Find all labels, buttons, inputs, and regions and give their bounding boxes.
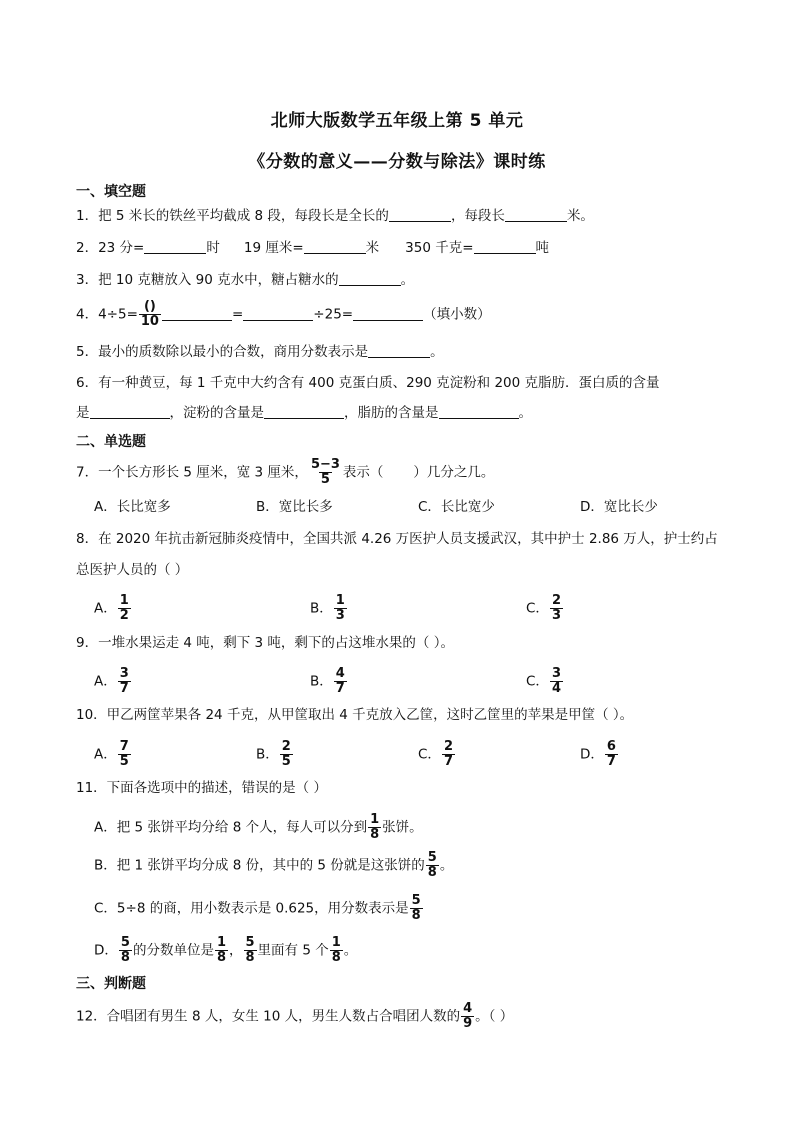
fraction: $\frac{4}{7}$ — [335, 666, 345, 696]
section-true-false: 三、判断题 — [76, 976, 146, 992]
option-c[interactable]: C． $\frac{2}{3}$ — [526, 593, 561, 623]
question-10: 10．甲乙两筐苹果各 24 千克，从甲筐取出 4 千克放入乙筐，这时乙筐里的苹果是甲筐（ ）。 — [76, 707, 634, 723]
option-b[interactable]: B．宽比长多 — [256, 499, 333, 515]
option-a[interactable]: A． $\frac{3}{7}$ — [94, 666, 129, 696]
fraction: $\frac{1}{3}$ — [335, 593, 345, 623]
fraction: $\frac{5}{8}$ — [411, 893, 421, 923]
question-12: 12．合唱团有男生 8 人，女生 10 人，男生人数占合唱团人数的 $\frac{4}{9}$ 。（ ） — [76, 1001, 514, 1031]
answer-blank[interactable] — [90, 404, 170, 419]
option-a[interactable]: A． $\frac{7}{5}$ — [94, 739, 129, 769]
question-11: 11．下面各选项中的描述，错误的是（ ） — [76, 780, 327, 796]
fraction: $\frac{3}{7}$ — [119, 666, 129, 696]
answer-blank[interactable] — [389, 207, 451, 222]
title-line-2: 《分数的意义——分数与除法》课时练 — [248, 152, 546, 172]
fraction: $\frac{5}{8}$ — [120, 935, 130, 965]
fraction: $\frac{2}{3}$ — [551, 593, 561, 623]
question-3: 3．把 10 克糖放入 90 克水中，糖占糖水的 。 — [76, 272, 415, 288]
answer-blank[interactable] — [144, 239, 206, 254]
fraction: $\frac{1}{8}$ — [370, 812, 380, 842]
option-a[interactable]: A．长比宽多 — [94, 499, 171, 515]
section-fill-in: 一、填空题 — [76, 184, 146, 200]
fraction: $\frac{2}{5}$ — [281, 739, 291, 769]
answer-blank[interactable] — [339, 271, 401, 286]
question-7: 7．一个长方形长 5 厘米，宽 3 厘米， $\frac{5-3}{5}$ 表示（ ）几分之几。 — [76, 457, 495, 487]
option-a[interactable]: A． $\frac{1}{2}$ — [94, 593, 129, 623]
fraction: $\frac{4}{9}$ — [463, 1001, 473, 1031]
answer-blank[interactable] — [474, 239, 536, 254]
fraction: $\frac{1}{8}$ — [331, 935, 341, 965]
fraction: $\frac{1}{2}$ — [119, 593, 129, 623]
answer-blank[interactable] — [439, 404, 519, 419]
title-line-1: 北师大版数学五年级上第 5 单元 — [270, 111, 524, 131]
fraction: $\frac{3}{4}$ — [551, 666, 561, 696]
option-b[interactable]: B． $\frac{1}{3}$ — [310, 593, 345, 623]
question-9: 9．一堆水果运走 4 吨，剩下 3 吨，剩下的占这堆水果的（ ）。 — [76, 635, 454, 651]
question-5: 5．最小的质数除以最小的合数，商用分数表示是 。 — [76, 344, 444, 360]
question-2: 2．23 分= 时 19 厘米= 米 350 千克= 吨 — [76, 240, 550, 256]
fraction: $\frac{5}{8}$ — [245, 935, 255, 965]
question-8: 8．在 2020 年抗击新冠肺炎疫情中，全国共派 4.26 万医护人员支援武汉，其中护士 2.86 万人，护士约占 — [76, 531, 718, 547]
fraction: $\frac{1}{8}$ — [216, 935, 226, 965]
option-d[interactable]: D．宽比长少 — [580, 499, 658, 515]
option-b[interactable]: B． $\frac{2}{5}$ — [256, 739, 291, 769]
question-8-cont: 总医护人员的（ ） — [76, 562, 189, 578]
fraction: $\frac{5}{8}$ — [427, 850, 437, 880]
fraction: $\frac{2}{7}$ — [443, 739, 453, 769]
option-c[interactable]: C．长比宽少 — [418, 499, 495, 515]
question-4: 4．4÷5= $\frac{()}{10}$ = ÷25= （填小数） — [76, 299, 491, 329]
option-c[interactable]: C．5÷8 的商，用小数表示是 0.625，用分数表示是 $\frac{5}{8}$ — [94, 893, 421, 923]
answer-blank[interactable] — [304, 239, 366, 254]
fraction: $\frac{6}{7}$ — [606, 739, 616, 769]
fraction: $\frac{5-3}{5}$ — [310, 457, 340, 487]
option-a[interactable]: A．把 5 张饼平均分给 8 个人，每人可以分到 $\frac{1}{8}$ 张饼。 — [94, 812, 423, 842]
question-1: 1．把 5 米长的铁丝平均截成 8 段，每段长是全长的 ，每段长 米。 — [76, 208, 594, 224]
option-d[interactable]: D． $\frac{5}{8}$ 的分数单位是 $\frac{1}{8}$ ， $\frac{5}{8}$ 里面有 5 个 $\frac{1}{8}$ 。 — [94, 935, 358, 965]
option-d[interactable]: D． $\frac{6}{7}$ — [580, 739, 616, 769]
section-single-choice: 二、单选题 — [76, 434, 146, 450]
fraction: $\frac{7}{5}$ — [119, 739, 129, 769]
question-6-cont: 是 ，淀粉的含量是 ，脂肪的含量是 。 — [76, 405, 532, 421]
question-6: 6．有一种黄豆，每 1 千克中大约含有 400 克蛋白质、290 克淀粉和 200 克脂肪．蛋白质的含量 — [76, 375, 660, 391]
answer-blank[interactable] — [505, 207, 567, 222]
answer-blank[interactable] — [264, 404, 344, 419]
option-b[interactable]: B． $\frac{4}{7}$ — [310, 666, 345, 696]
fraction: $\frac{()}{10}$ — [140, 299, 159, 329]
answer-blank[interactable] — [243, 306, 313, 321]
answer-blank[interactable] — [353, 306, 423, 321]
option-c[interactable]: C． $\frac{2}{7}$ — [418, 739, 453, 769]
answer-blank[interactable] — [162, 306, 232, 321]
answer-blank[interactable] — [368, 343, 430, 358]
option-b[interactable]: B．把 1 张饼平均分成 8 份，其中的 5 份就是这张饼的 $\frac{5}{8}$ 。 — [94, 850, 454, 880]
option-c[interactable]: C． $\frac{3}{4}$ — [526, 666, 561, 696]
